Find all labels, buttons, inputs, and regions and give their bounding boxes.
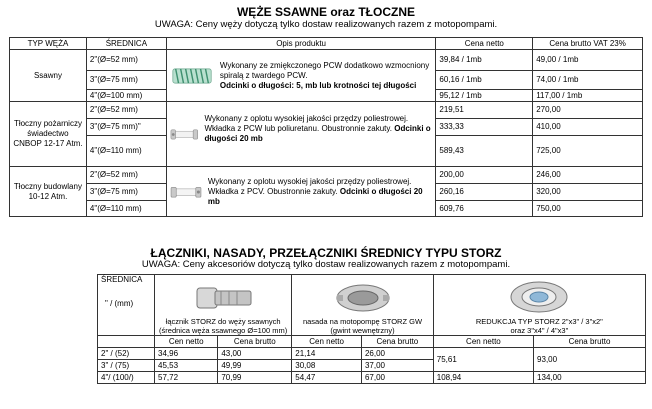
diameter-cell: 3" / (75) bbox=[98, 360, 155, 372]
product-connector bbox=[155, 275, 292, 336]
diameter-cell: 4"(Ø=100 mm) bbox=[86, 90, 166, 102]
connector-gross: 70,99 bbox=[218, 372, 292, 384]
socket-caption1: nasada na motopompę STORZ GW bbox=[302, 317, 423, 326]
socket-caption2: (gwint wewnętrzny) bbox=[330, 326, 395, 335]
price-header: Cena brutto bbox=[218, 336, 292, 348]
price-header-row bbox=[98, 336, 646, 348]
diameter-cell: 3"(Ø=75 mm) bbox=[86, 71, 166, 90]
hoses-table bbox=[9, 37, 643, 217]
section2-note: UWAGA: Ceny akcesoriów dotyczą tylko dostaw realizowanych razem z motopompami. bbox=[141, 259, 511, 270]
hose-type-suction: Ssawny bbox=[10, 50, 87, 102]
gross-price: 410,00 bbox=[533, 119, 643, 136]
reduction-net: 108,94 bbox=[433, 372, 533, 384]
desc-fire-bold: Odcinki o długości 20 mb bbox=[204, 124, 431, 143]
gross-price: 320,00 bbox=[533, 184, 643, 201]
price-header: Cena brutto bbox=[534, 336, 646, 348]
gross-price: 725,00 bbox=[533, 136, 643, 167]
gross-price: 117,00 / 1mb bbox=[533, 90, 643, 102]
header-gross: Cena brutto VAT 23% bbox=[533, 38, 643, 50]
socket-net: 21,14 bbox=[292, 348, 362, 360]
socket-gross: 37,00 bbox=[361, 360, 433, 372]
table-row bbox=[10, 102, 643, 119]
net-price: 260,16 bbox=[436, 184, 533, 201]
section1-note: UWAGA: Ceny węży dotyczą tylko dostaw realizowanych razem z motopompami. bbox=[154, 19, 498, 30]
diameter-unit: " / (mm) bbox=[105, 299, 134, 308]
connector-net: 57,72 bbox=[155, 372, 218, 384]
product-socket bbox=[292, 275, 433, 336]
gross-price: 74,00 / 1mb bbox=[533, 71, 643, 90]
header-diameter: ŚREDNICA bbox=[86, 38, 166, 50]
net-price: 60,16 / 1mb bbox=[436, 71, 533, 90]
connector-net: 34,96 bbox=[155, 348, 218, 360]
table-row bbox=[10, 167, 643, 184]
desc-suction-bold: Odcinki o długości: 5, mb lub krotności tej długości bbox=[219, 80, 417, 90]
diameter-cell: 4"(Ø=110 mm) bbox=[86, 201, 166, 217]
header-type: TYP WĘŻA bbox=[10, 38, 87, 50]
desc-fire bbox=[166, 102, 436, 167]
connector-gross: 43,00 bbox=[218, 348, 292, 360]
empty-cell bbox=[98, 336, 155, 348]
connector-caption2: (średnica węża ssawnego Ø=100 mm) bbox=[159, 326, 288, 335]
desc-construction bbox=[166, 167, 436, 217]
gross-price: 270,00 bbox=[533, 102, 643, 119]
diameter-cell: 2"(Ø=52 mm) bbox=[86, 50, 166, 71]
diameter-cell: 2"(Ø=52 mm) bbox=[86, 102, 166, 119]
desc-fire-text: Wykonany z oplotu wysokiej jakości przędzy poliestrowej. Wkładka z PCW lub poliuretanu. Obustronnie zakuty. bbox=[204, 114, 409, 133]
diameter-cell: 4"/ (100/) bbox=[98, 372, 155, 384]
section1-title: WĘŻE SSAWNE oraz TŁOCZNE bbox=[236, 5, 415, 19]
diameter-header: ŚREDNICA bbox=[101, 275, 143, 284]
desc-suction-text: Wykonany ze zmiękczonego PCW dodatkowo wzmocniony spiralą z twardego PCW. bbox=[219, 60, 430, 80]
price-header: Cen netto bbox=[155, 336, 218, 348]
suction-hose-image bbox=[170, 56, 214, 96]
diameter-cell: 4"(Ø=110 mm) bbox=[86, 136, 166, 167]
socket-gross: 67,00 bbox=[361, 372, 433, 384]
net-price: 39,84 / 1mb bbox=[436, 50, 533, 71]
price-header: Cen netto bbox=[433, 336, 533, 348]
socket-image bbox=[333, 282, 393, 314]
net-price: 609,76 bbox=[436, 201, 533, 217]
net-price: 333,33 bbox=[436, 119, 533, 136]
diameter-header-cell bbox=[98, 275, 155, 336]
reduction-caption1: REDUKCJA TYP STORZ 2"x3" / 3"x2" bbox=[475, 317, 603, 326]
connector-caption1: łącznik STORZ do węży ssawnych bbox=[165, 317, 281, 326]
product-reduction bbox=[433, 275, 645, 336]
socket-net: 30,08 bbox=[292, 360, 362, 372]
fire-hose-image bbox=[170, 114, 199, 154]
gross-price: 49,00 / 1mb bbox=[533, 50, 643, 71]
reduction-gross: 93,00 bbox=[534, 348, 646, 372]
desc-suction bbox=[166, 50, 436, 102]
reduction-gross: 134,00 bbox=[534, 372, 646, 384]
connector-net: 45,53 bbox=[155, 360, 218, 372]
price-header: Cen netto bbox=[292, 336, 362, 348]
hoses-header-row bbox=[10, 38, 643, 50]
net-price: 95,12 / 1mb bbox=[436, 90, 533, 102]
diameter-cell: 3"(Ø=75 mm) bbox=[86, 184, 166, 201]
hose-type-fire: Tłoczny pożarniczy świadectwo CNBOP 12-17 Atm. bbox=[10, 102, 87, 167]
net-price: 589,43 bbox=[436, 136, 533, 167]
connector-image bbox=[191, 282, 255, 314]
net-price: 200,00 bbox=[436, 167, 533, 184]
construction-hose-image bbox=[170, 174, 202, 210]
table-row bbox=[98, 348, 646, 360]
gross-price: 750,00 bbox=[533, 201, 643, 217]
socket-gross: 26,00 bbox=[361, 348, 433, 360]
table-row bbox=[10, 50, 643, 71]
diameter-cell: 2"(Ø=52 mm) bbox=[86, 167, 166, 184]
net-price: 219,51 bbox=[436, 102, 533, 119]
reduction-net: 75,61 bbox=[433, 348, 533, 372]
price-header: Cena brutto bbox=[361, 336, 433, 348]
fittings-table bbox=[97, 274, 646, 384]
fittings-image-row bbox=[98, 275, 646, 336]
reduction-caption2: oraz 3"x4" / 4"x3" bbox=[510, 326, 569, 335]
desc-construction-text: Wykonany z oplotu wysokiej jakości przędzy poliestrowej. Wkładka z PCV. Obustronnie zakuty. bbox=[207, 176, 412, 196]
reduction-image bbox=[507, 280, 571, 314]
connector-gross: 49,99 bbox=[218, 360, 292, 372]
diameter-cell: 3"(Ø=75 mm)" bbox=[86, 119, 166, 136]
gross-price: 246,00 bbox=[533, 167, 643, 184]
desc-construction-bold: Odcinki o długości 20 mb bbox=[207, 186, 423, 206]
socket-net: 54,47 bbox=[292, 372, 362, 384]
header-net: Cena netto bbox=[436, 38, 533, 50]
table-row bbox=[98, 372, 646, 384]
section2-title: ŁĄCZNIKI, NASADY, PRZEŁĄCZNIKI ŚREDNICY TYPU STORZ bbox=[150, 246, 502, 260]
diameter-cell: 2" / (52) bbox=[98, 348, 155, 360]
hose-type-construction: Tłoczny budowlany 10-12 Atm. bbox=[10, 167, 87, 217]
header-description: Opis produktu bbox=[166, 38, 436, 50]
